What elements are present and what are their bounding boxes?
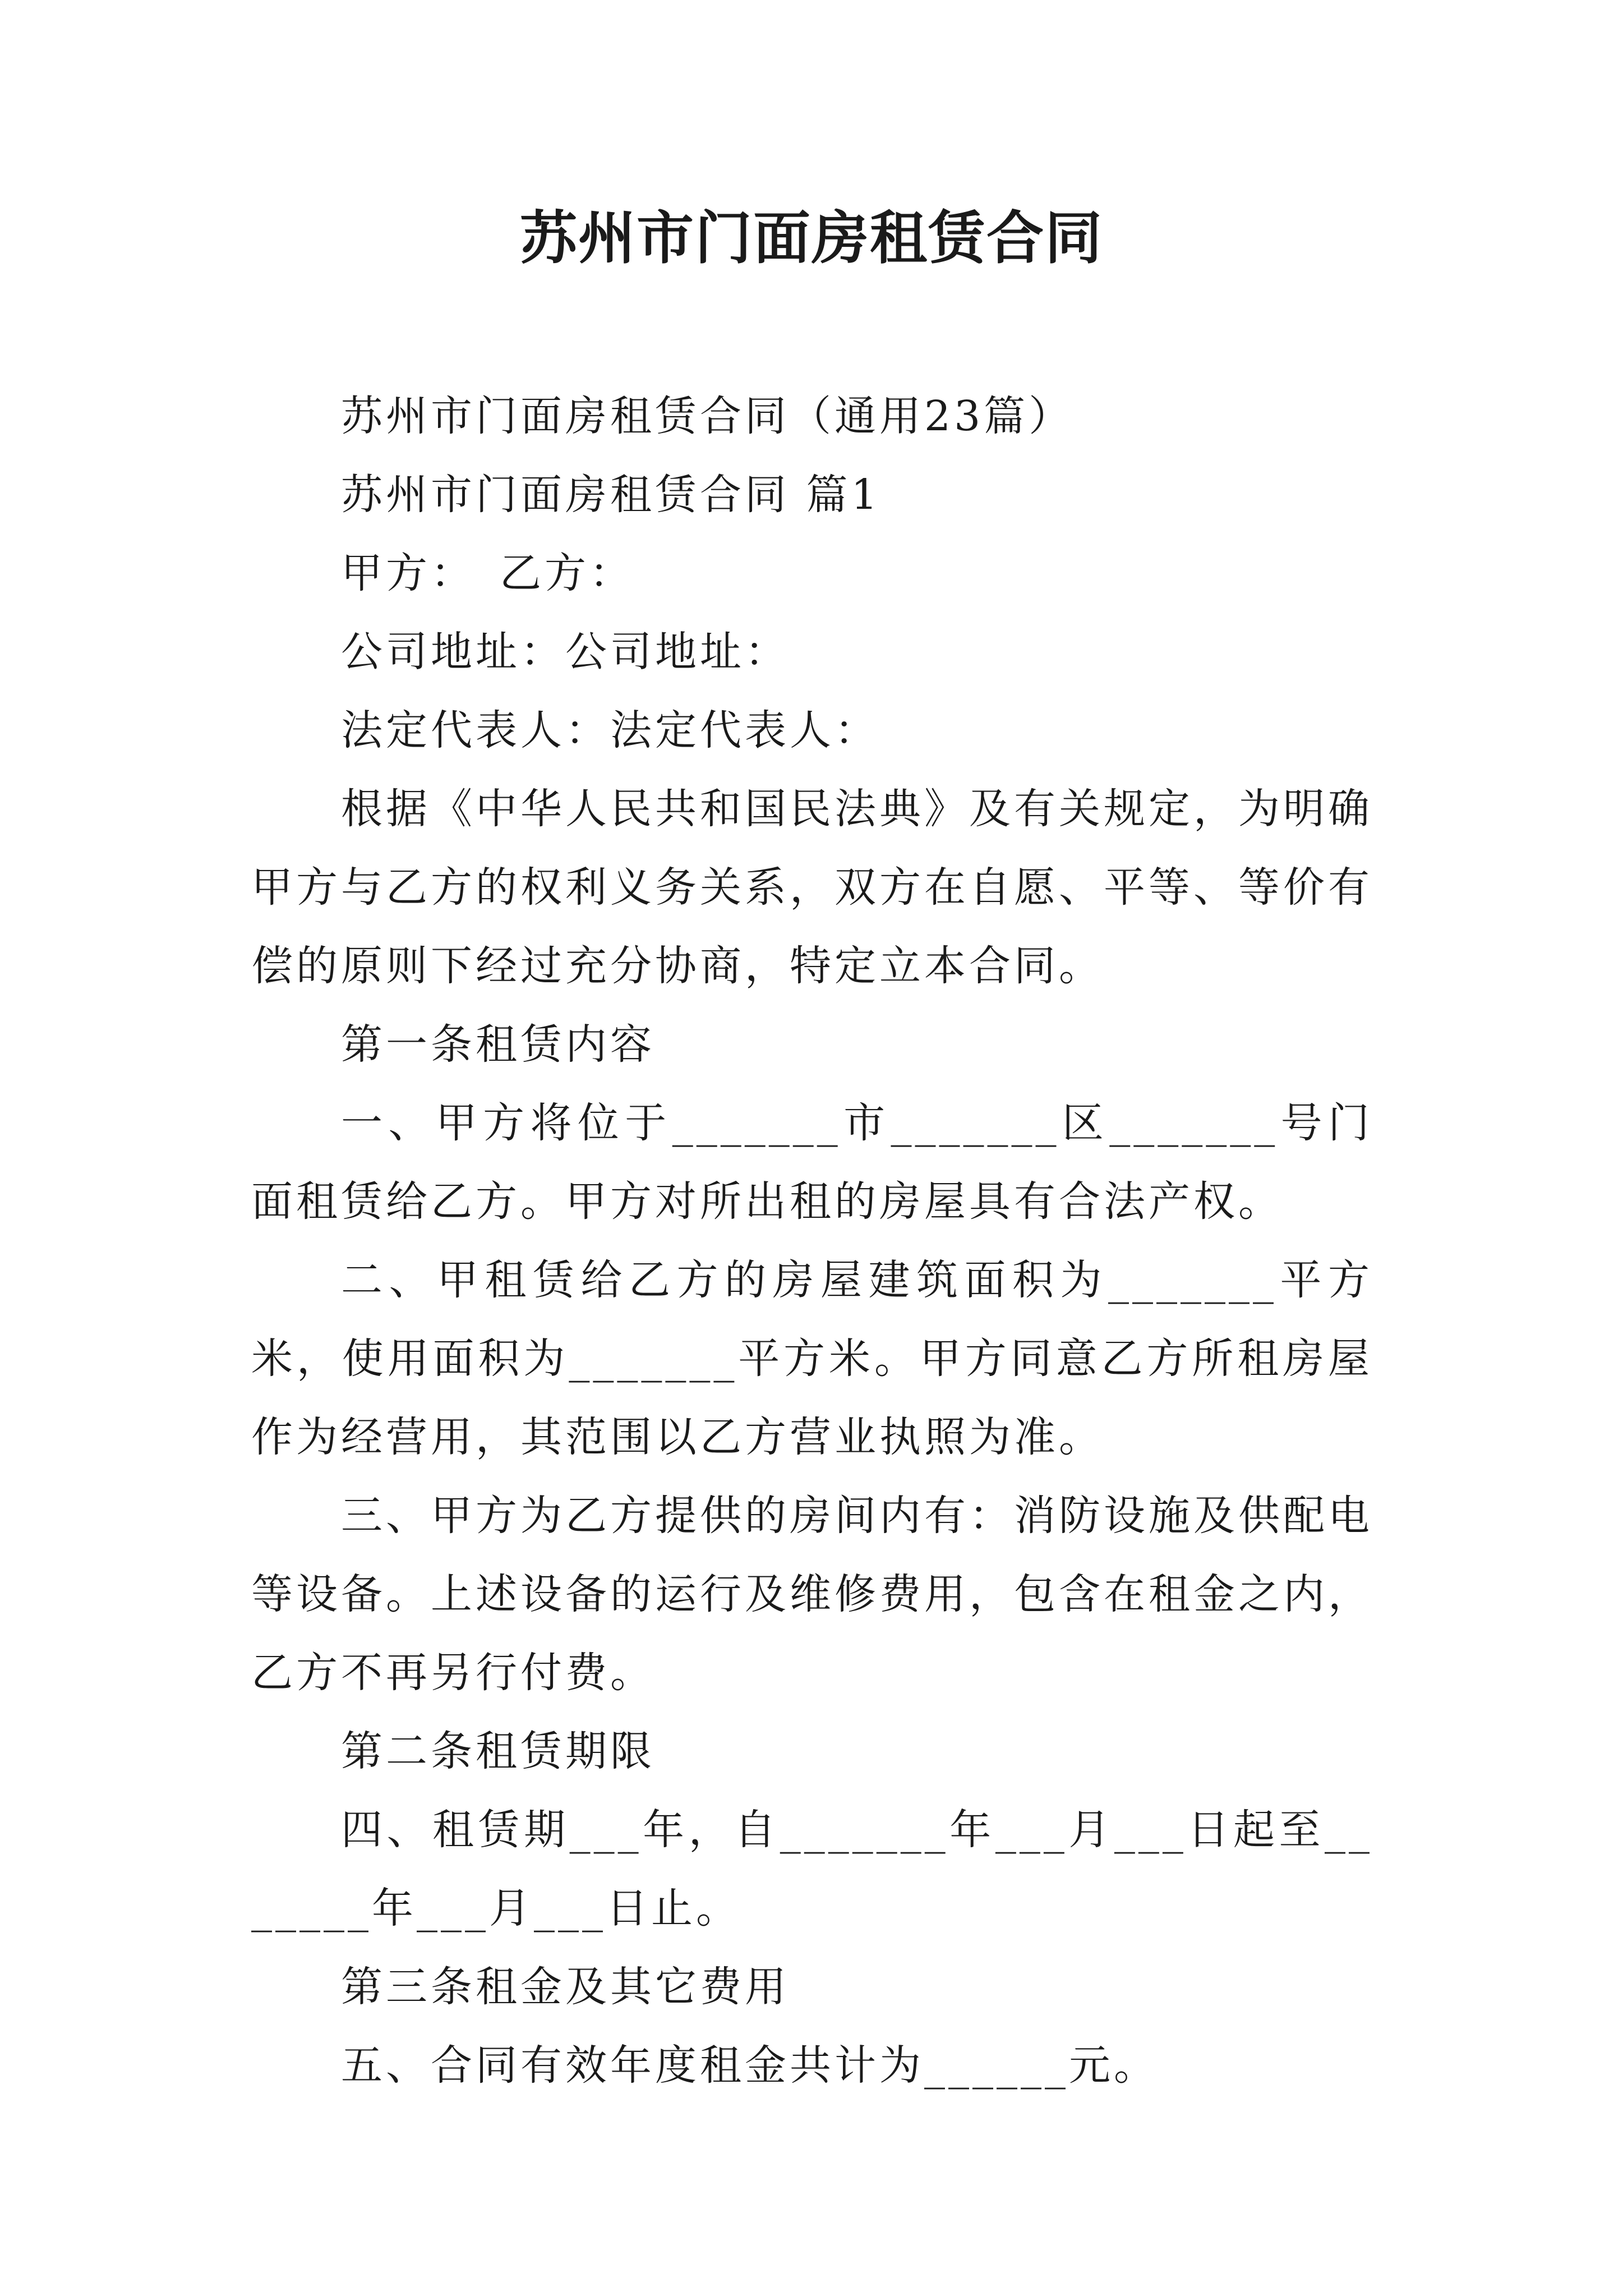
section-heading: 苏州市门面房租赁合同 篇1 [341, 471, 881, 519]
clause-paragraph: 一、甲方将位于_______市_______区_______号门面租赁给乙方。甲方对所出租的房屋具有合法产权。 [251, 1099, 1373, 1226]
clause-paragraph: 五、合同有效年度租金共计为______元。 [341, 2041, 1159, 2090]
representative-line: 法定代表人：法定代表人： [341, 706, 879, 754]
party-line: 甲方： 乙方： [341, 549, 634, 597]
subtitle-line: 苏州市门面房租赁合同（通用23篇） [341, 392, 1074, 440]
article-heading: 第二条租赁期限 [341, 1727, 655, 1775]
address-line: 公司地址：公司地址： [341, 628, 790, 676]
article-heading: 第一条租赁内容 [341, 1020, 655, 1069]
document-title: 苏州市门面房租赁合同 [520, 205, 1103, 272]
preamble-paragraph: 根据《中华人民共和国民法典》及有关规定，为明确甲方与乙方的权利义务关系，双方在自愿、平等、等价有偿的原则下经过充分协商，特定立本合同。 [251, 785, 1373, 990]
clause-paragraph: 四、租赁期___年，自_______年___月___日起至_______年___月___日止。 [251, 1806, 1373, 1932]
clause-paragraph: 三、甲方为乙方提供的房间内有：消防设施及供配电等设备。上述设备的运行及维修费用，包含在租金之内，乙方不再另行付费。 [251, 1492, 1373, 1697]
document-body [251, 377, 1373, 2105]
article-heading: 第三条租金及其它费用 [341, 1963, 790, 2011]
clause-paragraph: 二、甲租赁给乙方的房屋建筑面积为_______平方米，使用面积为_______平方米。甲方同意乙方所租房屋作为经营用，其范围以乙方营业执照为准。 [251, 1256, 1373, 1461]
